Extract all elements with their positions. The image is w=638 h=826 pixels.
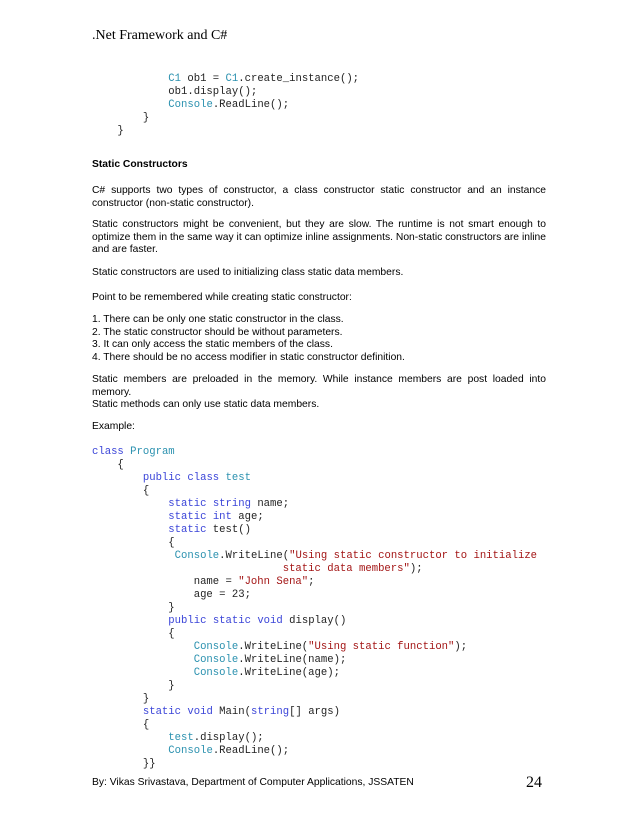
- code-token: [92, 511, 168, 523]
- paragraph-static-usage: Static constructors are used to initializing class static data members.: [92, 267, 404, 278]
- code-token: [92, 641, 194, 653]
- code-line: [92, 459, 537, 472]
- code-line: [92, 576, 537, 589]
- code-token: .WriteLine(: [219, 550, 290, 562]
- code-token: .WriteLine(name);: [238, 654, 347, 666]
- code-token: [92, 550, 175, 562]
- paragraph-points-intro: Point to be remembered while creating static constructor:: [92, 292, 352, 303]
- code-example-block: [92, 446, 537, 771]
- code-token: C1: [225, 73, 239, 85]
- code-token: }: [92, 602, 175, 614]
- code-token: [] args): [289, 706, 340, 718]
- paragraph-constructor-types: C# supports two types of constructor, a class constructor static constructor and an instance constructor (non-static constructor).: [92, 185, 546, 209]
- code-line: [92, 589, 537, 602]
- code-token: [92, 498, 168, 510]
- code-token: "John Sena": [238, 576, 309, 588]
- code-token: static data members": [282, 563, 410, 575]
- code-line: [92, 563, 537, 576]
- code-line: [92, 86, 359, 99]
- code-token: name;: [250, 498, 290, 510]
- code-token: class: [92, 446, 124, 458]
- code-token: static: [212, 615, 251, 627]
- code-line: [92, 706, 537, 719]
- list-item: 3. It can only access the static members of the class.: [92, 339, 333, 350]
- code-token: {: [92, 485, 150, 497]
- code-token: Console: [193, 641, 239, 653]
- list-item: 1. There can be only one static constructor in the class.: [92, 314, 344, 325]
- code-token: [92, 563, 283, 575]
- code-line: [92, 680, 537, 693]
- code-token: [92, 615, 168, 627]
- example-label: Example:: [92, 421, 135, 432]
- code-token: .WriteLine(: [238, 641, 309, 653]
- code-token: Console: [168, 99, 213, 111]
- code-token: Console: [168, 745, 213, 757]
- code-line: [92, 472, 537, 485]
- code-token: string: [212, 498, 251, 510]
- points-list: [92, 314, 546, 364]
- code-token: }: [92, 125, 124, 137]
- code-line: [92, 537, 537, 550]
- code-line: [92, 628, 537, 641]
- code-line: [92, 732, 537, 745]
- code-token: .create_instance();: [238, 73, 360, 85]
- code-line: [92, 641, 537, 654]
- code-token: Console: [193, 654, 239, 666]
- code-token: age = 23;: [92, 589, 251, 601]
- paragraph-static-slow: Static constructors might be convenient, but they are slow. The runtime is not smart enough to optimize them in the same way it can optimize inline assignments. Non-static constructors are inline and are faster.: [92, 219, 546, 255]
- code-line: [92, 125, 359, 138]
- code-token: test: [225, 472, 251, 484]
- paragraph-static-members: Static members are preloaded in the memory. While instance members are post loaded into memory. Static methods can only use static data members.: [92, 374, 546, 410]
- code-token: }: [92, 112, 150, 124]
- code-token: name =: [92, 576, 239, 588]
- code-token: public: [168, 615, 207, 627]
- code-token: .ReadLine();: [212, 99, 290, 111]
- code-token: static: [168, 524, 207, 536]
- code-line: [92, 654, 537, 667]
- code-line: [92, 758, 537, 771]
- code-snippet-continuation: [92, 73, 359, 138]
- code-line: [92, 524, 537, 537]
- code-line: [92, 602, 537, 615]
- code-token: );: [409, 563, 423, 575]
- code-line: [92, 550, 537, 563]
- code-token: test: [168, 732, 194, 744]
- code-token: [92, 667, 194, 679]
- code-token: Console: [174, 550, 220, 562]
- code-line: [92, 485, 537, 498]
- code-token: ob1 =: [181, 73, 226, 85]
- code-token: void: [257, 615, 283, 627]
- code-token: .WriteLine(age);: [238, 667, 340, 679]
- code-token: ob1.display();: [92, 86, 258, 98]
- code-line: [92, 745, 537, 758]
- code-token: [92, 99, 168, 111]
- list-item: 2. The static constructor should be without parameters.: [92, 326, 343, 338]
- code-token: static: [142, 706, 182, 718]
- code-token: static: [168, 511, 207, 523]
- code-token: {: [92, 459, 124, 471]
- code-token: .display();: [193, 732, 264, 744]
- code-token: "Using static constructor to initialize: [289, 550, 538, 562]
- footer-author: By: Vikas Srivastava, Department of Computer Applications, JSSATEN: [92, 777, 414, 788]
- section-heading: Static Constructors: [92, 159, 188, 170]
- code-token: class: [187, 472, 220, 484]
- code-token: Console: [193, 667, 239, 679]
- code-token: .ReadLine();: [212, 745, 290, 757]
- code-token: string: [250, 706, 290, 718]
- code-token: }}: [92, 758, 156, 770]
- code-line: [92, 112, 359, 125]
- code-token: C1: [168, 73, 182, 85]
- code-token: [92, 706, 143, 718]
- code-token: );: [454, 641, 468, 653]
- code-token: {: [92, 537, 175, 549]
- code-token: ;: [308, 576, 315, 588]
- code-line: [92, 446, 537, 459]
- list-item: 4. There should be no access modifier in static constructor definition.: [92, 351, 405, 363]
- code-line: [92, 719, 537, 732]
- code-token: int: [212, 511, 232, 523]
- code-token: }: [92, 693, 150, 705]
- code-line: [92, 615, 537, 628]
- code-token: [92, 73, 168, 85]
- code-token: test(): [206, 524, 251, 536]
- code-token: [92, 745, 168, 757]
- code-token: public: [142, 472, 182, 484]
- code-line: [92, 667, 537, 680]
- code-token: {: [92, 719, 150, 731]
- code-token: [92, 524, 168, 536]
- code-token: [92, 472, 143, 484]
- page-header-title: .Net Framework and C#: [92, 28, 228, 43]
- code-line: [92, 73, 359, 86]
- code-token: static: [168, 498, 207, 510]
- code-line: [92, 511, 537, 524]
- code-line: [92, 99, 359, 112]
- code-token: age;: [231, 511, 264, 523]
- code-token: [92, 732, 168, 744]
- code-token: "Using static function": [308, 641, 455, 653]
- code-token: Main(: [212, 706, 251, 718]
- code-token: {: [92, 628, 175, 640]
- code-line: [92, 498, 537, 511]
- page-number: 24: [526, 774, 542, 791]
- code-token: void: [187, 706, 213, 718]
- code-token: Program: [130, 446, 175, 458]
- code-token: }: [92, 680, 175, 692]
- code-token: display(): [282, 615, 347, 627]
- code-line: [92, 693, 537, 706]
- code-token: [92, 654, 194, 666]
